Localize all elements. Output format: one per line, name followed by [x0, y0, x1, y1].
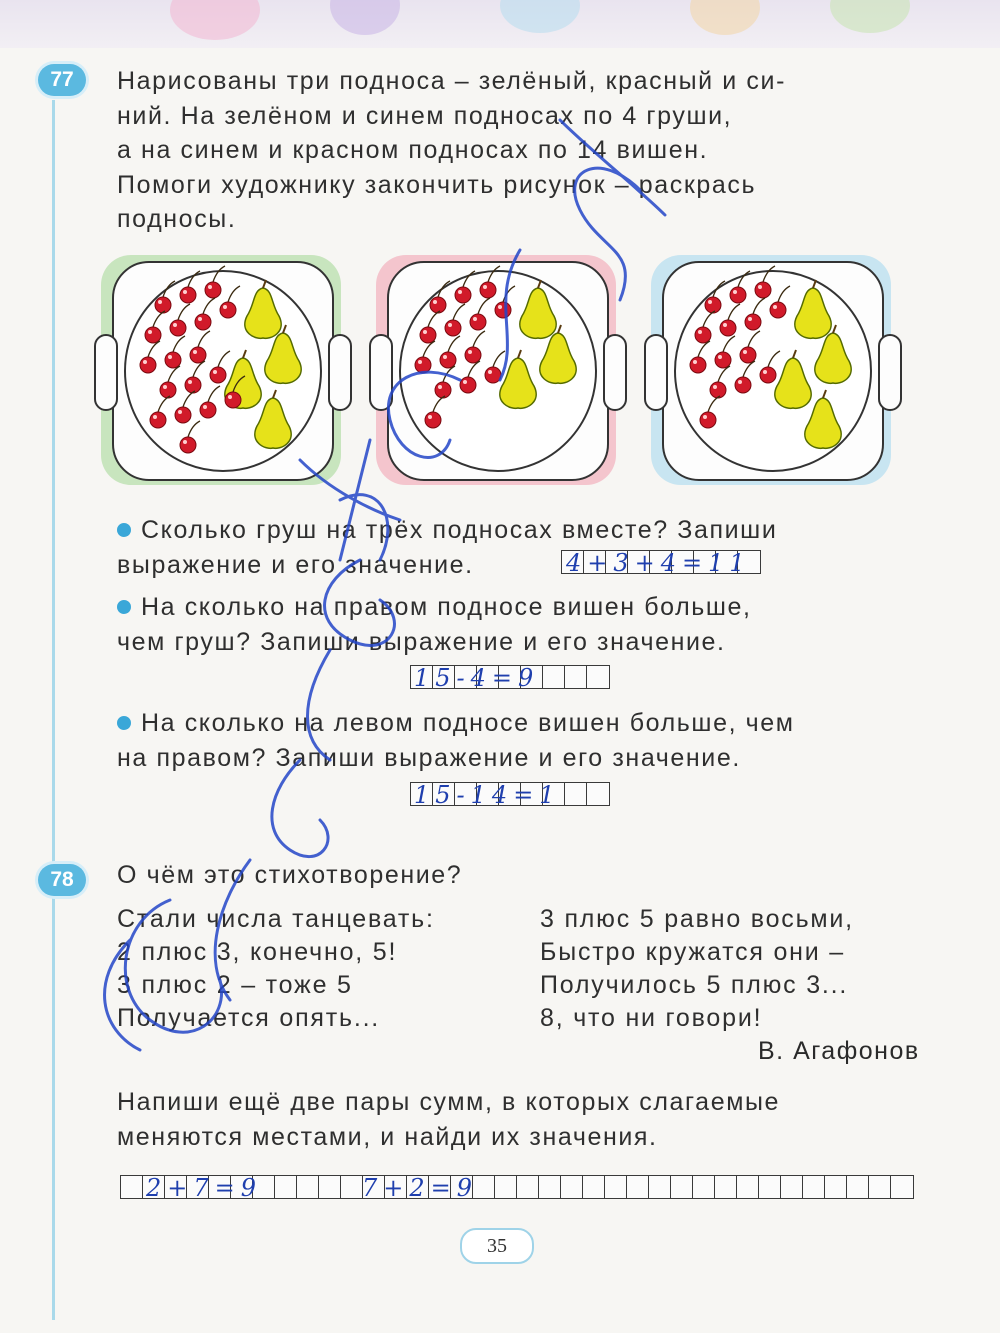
bullet-dot-icon [117, 600, 131, 614]
grid-cell[interactable] [693, 1176, 715, 1198]
poem-line: 3 плюс 2 – тоже 5 [117, 971, 353, 999]
poem-line: Стали числа танцевать: [117, 905, 435, 933]
text-line: Нарисованы три подноса – зелёный, красный и си- [117, 67, 786, 95]
grid-cell[interactable] [517, 1176, 539, 1198]
poem-line: Быстро кружатся они – [540, 938, 845, 966]
margin-rule [52, 100, 55, 1320]
grid-cell[interactable] [341, 1176, 363, 1198]
grid-cell[interactable] [649, 1176, 671, 1198]
question-3 [117, 706, 917, 775]
grid-cell[interactable] [847, 1176, 869, 1198]
poem-line: 8, что ни говори! [540, 1004, 763, 1032]
poem-author: В. Агафонов [758, 1037, 920, 1065]
exercise-number-77: 77 [38, 64, 86, 96]
question-2 [117, 590, 917, 659]
grid-cell[interactable] [539, 1176, 561, 1198]
grid-cell[interactable] [715, 1176, 737, 1198]
answer-78-first: 2+7=9 [146, 1174, 263, 1202]
grid-cell[interactable] [275, 1176, 297, 1198]
grid-cell[interactable] [583, 1176, 605, 1198]
poem-left-column [117, 903, 435, 1035]
text-line: ний. На зелёном и синем подносах по 4 груши, [117, 101, 733, 130]
tray-blue [645, 255, 901, 485]
page-number: 35 [460, 1228, 534, 1264]
question-2-line: чем груш? Запиши выражение и его значение. [117, 627, 726, 656]
answer-2-handwriting: 15-4=9 [414, 664, 540, 692]
bullet-dot-icon [117, 716, 131, 730]
header-decoration [0, 0, 1000, 48]
grid-cell[interactable] [627, 1176, 649, 1198]
grid-cell[interactable] [495, 1176, 517, 1198]
grid-cell[interactable] [561, 1176, 583, 1198]
poem-line: Получилось 5 плюс 3... [540, 971, 849, 999]
trays-illustration [88, 250, 908, 500]
question-1 [117, 513, 917, 582]
exercise-78-question: О чём это стихотворение? [117, 861, 463, 889]
text-line: подносы. [117, 205, 237, 233]
text-line: Помоги художнику закончить рисунок – раскрась [117, 170, 757, 199]
grid-cell[interactable] [891, 1176, 913, 1198]
grid-cell[interactable] [781, 1176, 803, 1198]
question-1-line: Сколько груш на трёх подносах вместе? Запиши [141, 516, 778, 544]
tray-green [95, 255, 351, 485]
grid-cell[interactable] [737, 1176, 759, 1198]
tray-red [370, 255, 626, 485]
answer-78-second: 7+2=9 [362, 1174, 479, 1202]
bullet-dot-icon [117, 523, 131, 537]
grid-cell[interactable] [319, 1176, 341, 1198]
exercise-78-task [117, 1085, 917, 1154]
grid-cell[interactable] [869, 1176, 891, 1198]
grid-cell[interactable] [803, 1176, 825, 1198]
poem-line: 3 плюс 5 равно восьми, [540, 905, 854, 933]
grid-cell[interactable] [297, 1176, 319, 1198]
answer-3-handwriting: 15-14=1 [414, 781, 561, 809]
grid-cell[interactable] [759, 1176, 781, 1198]
grid-cell[interactable] [605, 1176, 627, 1198]
answer-1-handwriting: 4+3+4=11 [566, 549, 751, 577]
poem-right-column [540, 903, 854, 1035]
question-3-line: на правом? Запиши выражение и его значение. [117, 743, 741, 772]
text-line: а на синем и красном подносах по 14 вишен. [117, 136, 709, 164]
poem-line: 2 плюс 3, конечно, 5! [117, 938, 398, 966]
task-line: Напиши ещё две пары сумм, в которых слагаемые [117, 1088, 781, 1116]
question-2-line: На сколько на правом подносе вишен больше, [141, 593, 752, 621]
task-line: меняются местами, и найди их значения. [117, 1122, 658, 1151]
poem-line: Получается опять... [117, 1004, 381, 1032]
question-3-line: На сколько на левом подносе вишен больше, чем [141, 709, 795, 737]
exercise-number-78: 78 [38, 864, 86, 896]
question-1-line: выражение и его значение. [117, 550, 474, 579]
exercise-77-text [117, 64, 917, 237]
grid-cell[interactable] [825, 1176, 847, 1198]
grid-cell[interactable] [671, 1176, 693, 1198]
grid-cell[interactable] [121, 1176, 143, 1198]
